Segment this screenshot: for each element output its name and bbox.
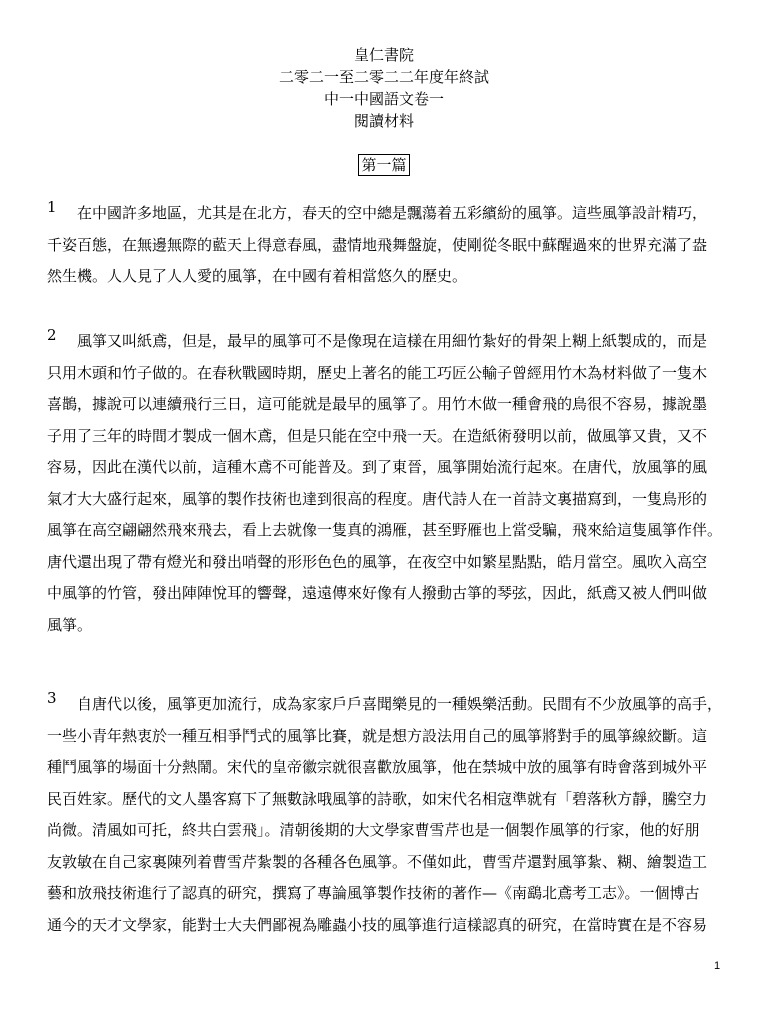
- text-line: 喜鵲，據說可以連續飛行三日，這可能就是最早的風箏了。用竹木做一種會飛的鳥很不容易，據說墨: [47, 395, 708, 413]
- text-line: 在中國許多地區，尤其是在北方，春天的空中總是飄蕩着五彩繽紛的風箏。這些風箏設計精巧，: [77, 204, 708, 222]
- paragraph-3: [47, 689, 727, 941]
- text-line: 風箏。: [47, 615, 93, 634]
- text-line: 子用了三年的時間才製成一個木鳶，但是只能在空中飛一天。在造紙術發明以前，做風箏又貴，又不: [47, 426, 708, 445]
- text-line: 一些小青年熱衷於一種互相爭鬥式的風箏比賽，就是想方設法用自己的風箏將對手的風箏線絞斷。這: [47, 726, 708, 745]
- text-line: 千姿百態，在無邊無際的藍天上得意春風，盡情地飛舞盤旋，使剛從冬眠中蘇醒過來的世界充滿了盎: [47, 235, 708, 254]
- text-line: 尚微。清風如可托，終共白雲飛」。清朝後期的大文學家曹雪芹也是一個製作風箏的行家，他的好朋: [47, 821, 700, 839]
- paper-title: 中一中國語文卷一: [323, 90, 444, 108]
- text-line: 只用木頭和竹子做的。在春秋戰國時期，歷史上著名的能工巧匠公輸子曾經用竹木為材料做了一隻木: [47, 363, 708, 382]
- text-line: 容易，因此在漢代以前，這種木鳶不可能普及。到了東晉，風箏開始流行起來。在唐代，放風箏的風: [47, 458, 708, 476]
- paragraph-1: [47, 198, 727, 293]
- text-line: 自唐代以後，風箏更加流行，成為家家戶戶喜聞樂見的一種娛樂活動。民間有不少放風箏的高手，: [77, 695, 723, 713]
- text-line: 通今的天才文學家，能對士大夫們鄙視為雕蟲小技的風箏進行這樣認真的研究，在當時實在是不容易: [47, 915, 708, 934]
- paragraph-2: [47, 326, 727, 641]
- paragraph-number: 1: [47, 198, 57, 216]
- text-line: 友敦敏在自己家裏陳列着曹雪芹紮製的各種各色風箏。不僅如此，曹雪芹還對風箏紮、糊、繪製造工: [47, 852, 708, 871]
- section-title: 第一篇: [358, 154, 409, 176]
- text-line: 然生機。人人見了人人愛的風箏，在中國有着相當悠久的歷史。: [47, 267, 468, 285]
- document-header: [0, 44, 768, 132]
- exam-title: 二零二一至二零二二年度年終試: [278, 68, 489, 86]
- school-name: 皇仁書院: [353, 46, 414, 64]
- material-title: 閱讀材料: [353, 112, 414, 130]
- text-line: 藝和放飛技術進行了認真的研究，撰寫了專論風箏製作技術的著作—《南鷂北鳶考工志》。一個博古: [47, 884, 700, 902]
- text-line: 種鬥風箏的場面十分熱鬧。宋代的皇帝徽宗就很喜歡放風箏，他在禁城中放的風箏有時會落到城外平: [47, 758, 708, 776]
- text-line: 風箏又叫紙鳶，但是，最早的風箏可不是像現在這樣在用細竹紮好的骨架上糊上紙製成的，而是: [77, 332, 708, 350]
- text-line: 民百姓家。歷代的文人墨客寫下了無數詠哦風箏的詩歌，如宋代名相寇準就有「碧落秋方靜，騰空力: [47, 789, 708, 808]
- page-number: 1: [714, 960, 721, 972]
- text-line: 唐代還出現了帶有燈光和發出哨聲的形形色色的風箏，在夜空中如繁星點點，皓月當空。風吹入高空: [47, 552, 708, 571]
- text-line: 風箏在高空翩翩然飛來飛去，看上去就像一隻真的鴻雁，甚至野雁也上當受騙，飛來給這隻風箏作伴。: [47, 521, 723, 539]
- paragraph-number: 3: [47, 689, 57, 707]
- section-title-box: [0, 154, 768, 176]
- text-line: 氣才大大盛行起來，風箏的製作技術也達到很高的程度。唐代詩人在一首詩文裏描寫到，一隻鳥形的: [47, 489, 708, 508]
- text-line: 中風箏的竹管，發出陣陣悅耳的響聲，遠遠傳來好像有人撥動古箏的琴弦，因此，紙鳶又被人們叫做: [47, 584, 708, 602]
- paragraph-number: 2: [47, 326, 57, 344]
